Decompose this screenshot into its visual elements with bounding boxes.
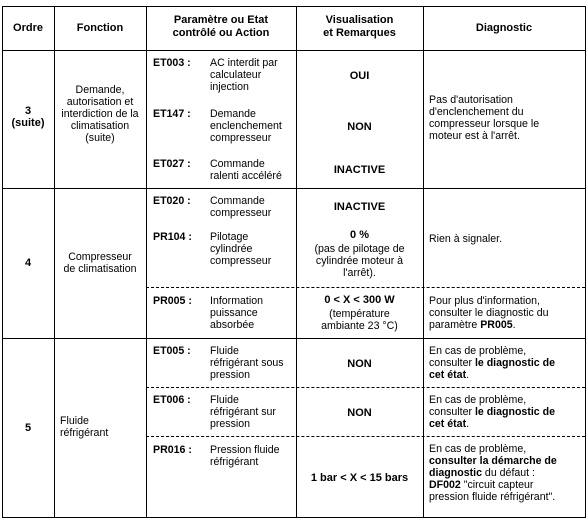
parameter-label: Fluide réfrigérant sur pression	[210, 394, 276, 430]
value-note: (température ambiante 23 °C)	[321, 308, 398, 332]
parameter-label: Pilotage cylindrée compresseur	[210, 231, 272, 267]
parameter-code: PR005 :	[153, 295, 192, 307]
value-cell: OUI	[349, 70, 370, 82]
diagnostic-cell: Pas d'autorisation d'enclenchement du compresseur lorsque le moteur est à l'arrêt.	[429, 94, 540, 142]
parameter-code: ET027 :	[153, 158, 191, 170]
parameter-label: Demande enclenchement compresseur	[210, 108, 282, 144]
header-separator	[2, 50, 586, 51]
value-note: (pas de pilotage de cylindrée moteur à l'arrêt).	[314, 243, 405, 279]
header-parametre: Paramètre ou Etat contrôlé ou Action	[172, 14, 270, 39]
subrow-separator	[146, 287, 585, 288]
parameter-label: Pression fluide réfrigérant	[210, 444, 280, 468]
row-separator	[2, 338, 586, 339]
diagnostic-cell: Rien à signaler.	[429, 233, 503, 245]
ordre-cell: 3 (suite)	[11, 105, 45, 129]
parameter-label: Information puissance absorbée	[210, 295, 263, 331]
diagnostic-cell: En cas de problème, consulter le diagnostic de cet état.	[429, 345, 555, 381]
parameter-label: AC interdit par calculateur injection	[210, 57, 278, 93]
header-visualisation: Visualisation et Remarques	[323, 14, 396, 39]
value-cell: NON	[347, 358, 372, 370]
table-border-right	[585, 6, 586, 518]
parameter-code: PR016 :	[153, 444, 192, 456]
value-cell: INACTIVE	[333, 164, 386, 176]
fonction-cell: Fluide réfrigérant	[60, 415, 109, 439]
value-cell: 0 %	[350, 229, 369, 241]
parameter-code: ET147 :	[153, 108, 191, 120]
value-cell: 1 bar < X < 15 bars	[310, 472, 409, 484]
value-cell: INACTIVE	[333, 201, 386, 213]
parameter-label: Fluide réfrigérant sous pression	[210, 345, 284, 381]
parameter-code: ET005 :	[153, 345, 191, 357]
value-cell: NON	[347, 407, 372, 419]
parameter-code: ET003 :	[153, 57, 191, 69]
column-separator	[423, 6, 424, 518]
diagnostic-cell: Pour plus d'information, consulter le diagnostic du paramètre PR005.	[429, 295, 549, 331]
parameter-label: Commande ralenti accéléré	[210, 158, 282, 182]
table-border-bottom	[2, 517, 586, 518]
ordre-cell: 4	[24, 257, 32, 269]
subrow-separator	[146, 387, 585, 388]
header-fonction: Fonction	[76, 22, 124, 34]
value-cell: NON	[347, 121, 372, 133]
parameter-code: PR104 :	[153, 231, 192, 243]
ordre-cell: 5	[24, 422, 32, 434]
header-diagnostic: Diagnostic	[475, 22, 533, 34]
subrow-separator	[146, 436, 585, 437]
value-cell: 0 < X < 300 W	[324, 294, 395, 306]
parameter-code: ET020 :	[153, 195, 191, 207]
row-separator	[2, 188, 586, 189]
header-ordre: Ordre	[13, 22, 43, 34]
parameter-code: ET006 :	[153, 394, 191, 406]
diagnostic-cell: En cas de problème, consulter la démarche de diagnostic du défaut : DF002 "circuit capteur pression fluide réfrigérant".	[429, 443, 557, 503]
table-border-top	[2, 6, 586, 7]
diagnostic-cell: En cas de problème, consulter le diagnostic de cet état.	[429, 394, 555, 430]
column-separator	[146, 6, 147, 518]
fonction-cell: Demande, autorisation et interdiction de la climatisation (suite)	[61, 84, 139, 144]
parameter-label: Commande compresseur	[210, 195, 272, 219]
fonction-cell: Compresseur de climatisation	[63, 251, 137, 275]
